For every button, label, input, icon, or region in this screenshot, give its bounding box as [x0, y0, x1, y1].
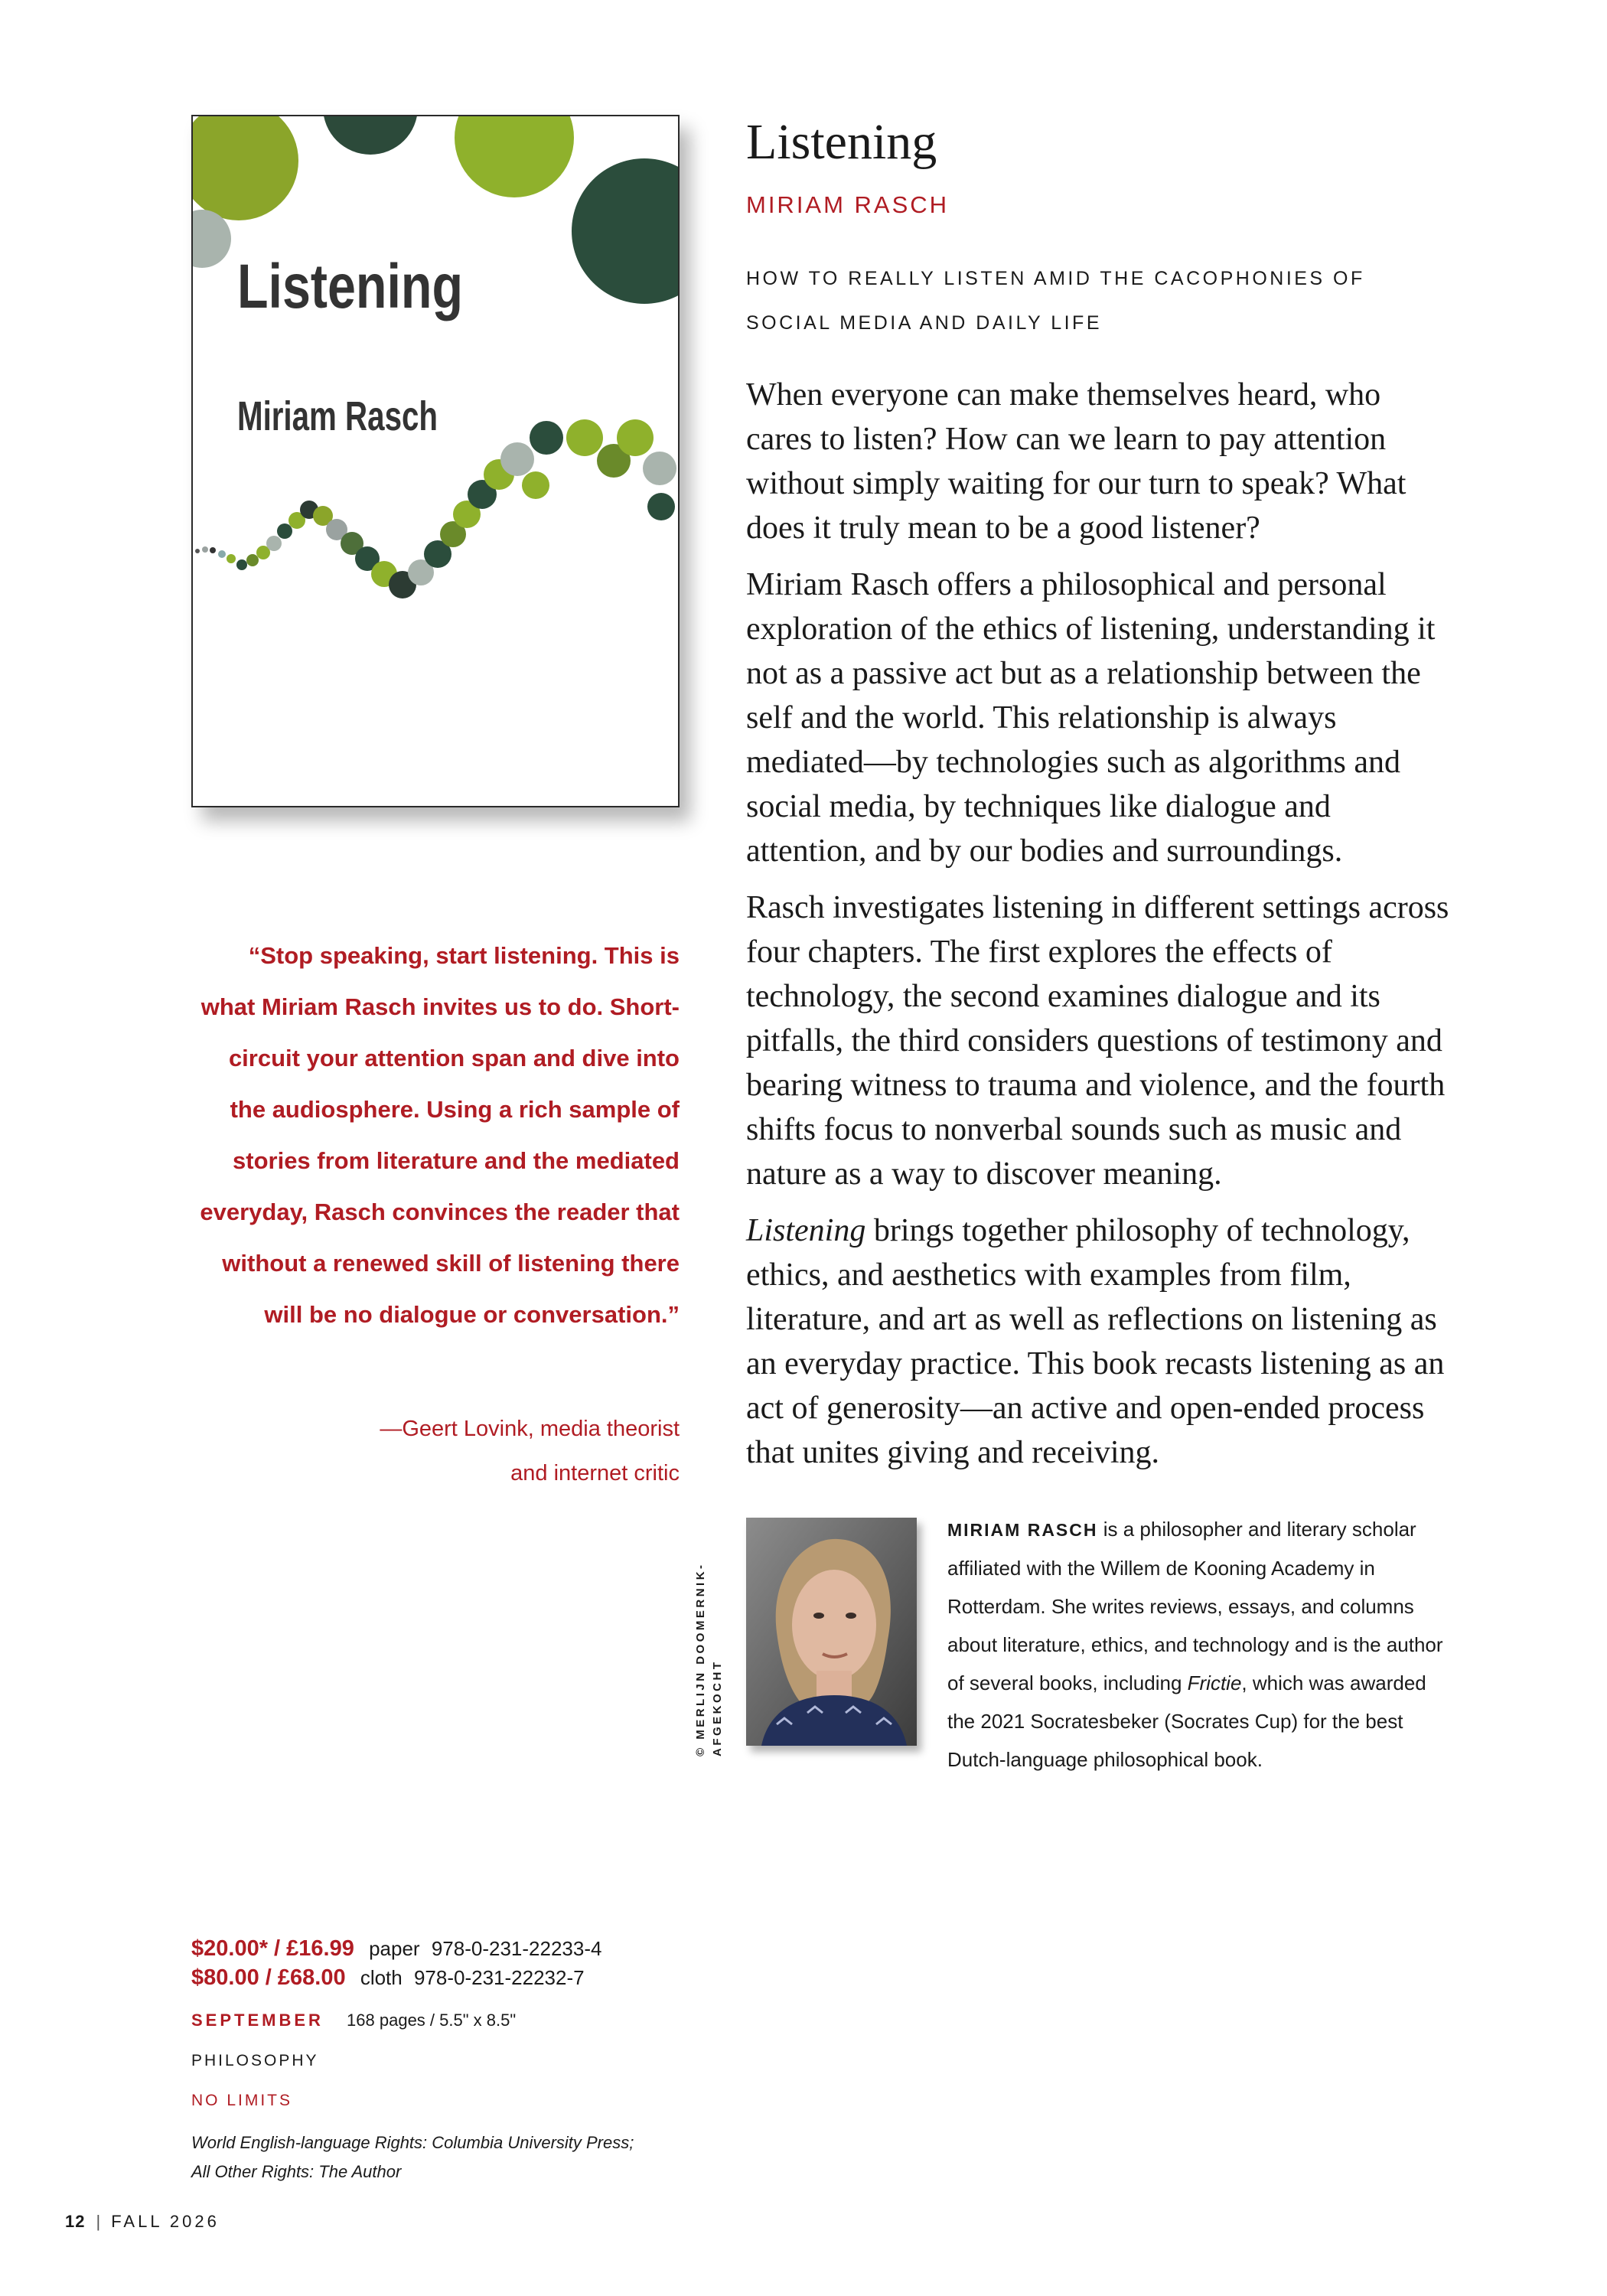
publication-line — [191, 2011, 880, 2030]
photo-credit-text: © MERLIJN DOOMERNIK-AFGEKOCHT — [694, 1562, 724, 1756]
paper-isbn: 978-0-231-22233-4 — [431, 1937, 602, 1960]
cover-author: Miriam Rasch — [237, 393, 438, 439]
paper-edition — [191, 1934, 880, 1963]
description-paragraph: Miriam Rasch offers a philosophical and personal exploration of the ethics of listening, understanding it not as a passive act but as a relationship between the self and the world. This relationship is always mediated—by technologies such as algorithms and social media, by techniques like dialogue and attention, and by our bodies and surroundings. — [746, 567, 1436, 869]
page-footer — [65, 2212, 220, 2232]
rights-info — [191, 2128, 880, 2187]
cloth-edition — [191, 1963, 880, 1992]
subject-category: PHILOSOPHY — [191, 2052, 319, 2069]
bio-text: is a philosopher and literary scholar affiliated with the Willem de Kooning Academy in Rotterdam. She writes reviews, essays, and columns about literature, ethics, and technology and is the author of several books, including — [947, 1518, 1443, 1694]
book-cover — [191, 115, 680, 807]
paper-price: $20.00* / £16.99 — [191, 1936, 354, 1961]
description-paragraph: Rasch investigates listening in different settings across four chapters. The first explores the effects of technology, the second examines dialogue and its pitfalls, the third considers questions of testimony and bearing witness to trauma and violence, and the fourth shifts focus to nonverbal sounds such as music and nature as a way to discover meaning. — [746, 890, 1449, 1192]
attribution-line: and internet critic — [510, 1461, 680, 1486]
book-description — [746, 373, 1450, 1487]
book-tagline: HOW TO REALLY LISTEN AMID THE CACOPHONIES OF SOCIAL MEDIA AND DAILY LIFE — [746, 268, 1365, 334]
rights-line: All Other Rights: The Author — [191, 2162, 402, 2181]
publication-month: SEPTEMBER — [191, 2011, 324, 2030]
description-paragraph — [746, 1208, 1450, 1475]
catalog-season: FALL 2026 — [111, 2212, 220, 2231]
cloth-isbn: 978-0-231-22232-7 — [413, 1966, 585, 1989]
rights-line: World English-language Rights: Columbia University Press; — [191, 2133, 634, 2152]
cloth-price: $80.00 / £68.00 — [191, 1965, 346, 1990]
page-number: 12 — [65, 2212, 86, 2231]
attribution-line: —Geert Lovink, media theorist — [380, 1417, 680, 1441]
quote-attribution — [191, 1407, 680, 1495]
description-book-title: Listening — [746, 1213, 866, 1248]
book-author: MIRIAM RASCH — [746, 191, 950, 218]
footer-separator: | — [96, 2212, 101, 2231]
pricing-block — [191, 1934, 880, 2187]
book-specs: 168 pages / 5.5" x 8.5" — [347, 2011, 517, 2030]
bio-author-name: MIRIAM RASCH — [947, 1520, 1098, 1540]
description-paragraph: When everyone can make themselves heard, who cares to listen? How can we learn to pay attention without simply waiting for our turn to speak? What does it truly mean to be a good listener? — [746, 377, 1407, 546]
author-photo — [746, 1518, 917, 1746]
book-title: Listening — [746, 114, 937, 170]
cloth-format: cloth — [360, 1966, 403, 1989]
photo-credit — [693, 1527, 723, 1756]
bio-book-title: Frictie — [1187, 1671, 1242, 1694]
author-bio — [947, 1510, 1452, 1779]
endorsement-quote: “Stop speaking, start listening. This is what Miriam Rasch invites us to do. Short-circuit your attention span and dive into the audiosphere. Using a rich sample of stories from literature and the mediated everyday, Rasch convinces the reader that without a renewed skill of listening there will be no dialogue or conversation.” — [200, 942, 680, 1328]
bio-text: , which was awarded the 2021 Socratesbeker (Socrates Cup) for the best Dutch-language philosophical book. — [947, 1671, 1426, 1771]
description-text: brings together philosophy of technology, ethics, and aesthetics with examples from film, literature, and art as well as reflections on listening as an everyday practice. This book recasts listening as an act of generosity—an active and open-ended process that unites giving and receiving. — [746, 1213, 1445, 1470]
cover-title: Listening — [237, 252, 463, 321]
series-name: NO LIMITS — [191, 2092, 293, 2109]
paper-format: paper — [369, 1937, 420, 1960]
